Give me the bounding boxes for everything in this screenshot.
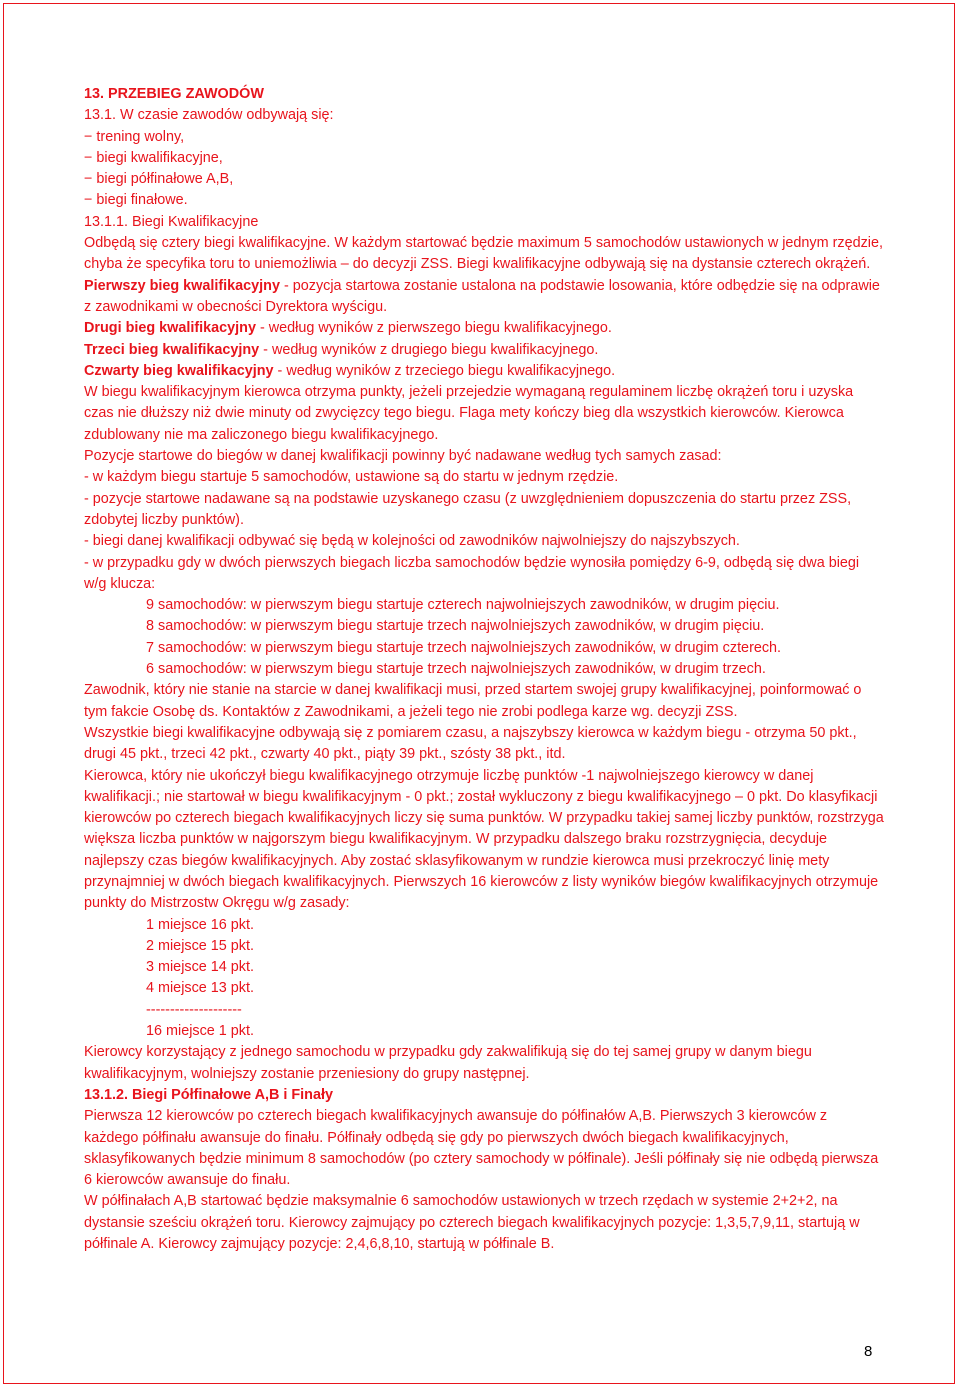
bullet-dash: − [84, 149, 93, 166]
paragraph: Zawodnik, który nie stanie na starcie w danej kwalifikacji musi, przed startem swojej grupy kwalifikacyjnej, poinformować o tym fakcie Osobę ds. Kontaktów z Zawodnikami, a jeżeli tego nie zrobi podlega karze wg. decyzji ZSS. [84, 682, 862, 720]
section-heading: 13. PRZEBIEG ZAWODÓW [84, 86, 264, 102]
paragraph: Pozycje startowe do biegów w danej kwalifikacji powinny być nadawane według tych samych zasad: [84, 448, 722, 465]
paragraph: Kierowca, który nie ukończył biegu kwalifikacyjnego otrzymuje liczbę punktów -1 najwolniejszego kierowcy w danej kwalifikacji.; nie startował w biegu kwalifikacyjnym - 0 pkt.; został wykluczony z biegu kwalifikacyjnego – 0 pkt. Do klasyfikacji kierowców po czterech biegach kwalifikacyjnych liczy się suma punktów. W przypadku takiej samej liczby punktów, rozstrzyga większa liczba punktów w najgorszym biegu kwalifikacyjnym. W przypadku dalszego braku rozstrzygnięcia, decyduje najlepszy czas biegów kwalifikacyjnych. Aby zostać sklasyfikowanym w rundzie kierowca musi przekroczyć linię mety przynajmniej w dwóch biegach kwalifikacyjnych. Pierwszych 16 kierowców z listy wyników biegów kwalifikacyjnych otrzymuje punkty do Mistrzostw Okręgu w/g zasady: [84, 767, 884, 912]
paragraph: - biegi danej kwalifikacji odbywać się będą w kolejności od zawodników najwolniejszy do najszybszych. [84, 533, 740, 550]
place-row: 4 miejsce 13 pkt. [146, 980, 254, 997]
paragraph: Pierwsza 12 kierowców po czterech biegach kwalifikacyjnych awansuje do półfinałów A,B. Pierwszych 3 kierowców z każdego półfinału awansuje do finału. Półfinały odbędą się gdy po pierwszych dwóch biegach kwalifikacyjnych, sklasyfikowanych będzie minimum 8 samochodów (po cztery samochody w półfinale). Jeśli półfinały się nie odbędą pierwsza 6 kierowców awansuje do finału. [84, 1108, 879, 1189]
qualifier-2: Drugi bieg kwalifikacyjny - według wyników z pierwszego biegu kwalifikacyjnego. [84, 320, 612, 337]
list-item: − biegi półfinałowe A,B, [84, 171, 234, 188]
qualifier-4: Czwarty bieg kwalifikacyjny - według wyników z trzeciego biegu kwalifikacyjnego. [84, 362, 616, 379]
page-number: 8 [864, 1343, 873, 1360]
key-row: 8 samochodów: w pierwszym biegu startuje trzech najwolniejszych zawodników, w drugim pięciu. [146, 618, 765, 635]
place-separator: -------------------- [146, 1001, 242, 1018]
list-item: − trening wolny, [84, 128, 185, 145]
place-row: 16 miejsce 1 pkt. [146, 1023, 254, 1040]
paragraph: W półfinałach A,B startować będzie maksymalnie 6 samochodów ustawionych w trzech rzędach w systemie 2+2+2, na dystansie sześciu okrążeń toru. Kierowcy zajmujący po czterech biegach kwalifikacyjnych pozycje: 1,3,5,7,9,11, startują w półfinale A. Kierowcy zajmujący pozycje: 2,4,6,8,10, startują w półfinale B. [84, 1193, 860, 1253]
bullet-dash: − [84, 171, 93, 188]
paragraph: - pozycje startowe nadawane są na podstawie uzyskanego czasu (z uwzględnieniem dopuszczenia do startu przez ZSS, zdobytej liczby punktów). [84, 490, 852, 528]
document-body [84, 84, 884, 1255]
key-row: 7 samochodów: w pierwszym biegu startuje trzech najwolniejszych zawodników, w drugim czterech. [146, 639, 782, 656]
section-13-1-2: 13.1.2. Biegi Półfinałowe A,B i Finały [84, 1086, 333, 1103]
place-row: 2 miejsce 15 pkt. [146, 937, 254, 954]
qualifier-1: Pierwszy bieg kwalifikacyjny - pozycja startowa zostanie ustalona na podstawie losowania, które odbędzie się na odprawie z zawodnikami w obecności Dyrektora wyścigu. [84, 277, 880, 315]
place-row: 1 miejsce 16 pkt. [146, 916, 254, 933]
bullet-dash: − [84, 192, 93, 209]
paragraph: Odbędą się cztery biegi kwalifikacyjne. W każdym startować będzie maximum 5 samochodów ustawionych w jednym rzędzie, chyba że specyfika toru to uniemożliwia – do decyzji ZSS. Biegi kwalifikacyjne odbywają się na dystansie czterech okrążeń. [84, 235, 884, 273]
section-13-1-1: 13.1.1. Biegi Kwalifikacyjne [84, 213, 259, 230]
bullet-dash: − [84, 128, 93, 145]
list-item: − biegi kwalifikacyjne, [84, 149, 223, 166]
section-13-1: 13.1. W czasie zawodów odbywają się: [84, 107, 334, 124]
place-row: 3 miejsce 14 pkt. [146, 959, 254, 976]
list-item: − biegi finałowe. [84, 192, 188, 209]
key-row: 9 samochodów: w pierwszym biegu startuje czterech najwolniejszych zawodników, w drugim pięciu. [146, 597, 780, 614]
paragraph: W biegu kwalifikacyjnym kierowca otrzyma punkty, jeżeli przejedzie wymaganą regulaminem liczbę okrążeń toru i uzyska czas nie dłuższy niż dwie minuty od zwycięzcy tego biegu. Flaga mety kończy bieg dla wszystkich kierowców. Kierowca zdublowany nie ma zaliczonego biegu kwalifikacyjnego. [84, 384, 854, 443]
paragraph: - w przypadku gdy w dwóch pierwszych biegach liczba samochodów będzie wynosiła pomiędzy 6-9, odbędą się dwa biegi w/g klucza: [84, 554, 860, 592]
qualifier-3: Trzeci bieg kwalifikacyjny - według wyników z drugiego biegu kwalifikacyjnego. [84, 341, 599, 358]
paragraph: Wszystkie biegi kwalifikacyjne odbywają się z pomiarem czasu, a najszybszy kierowca w każdym biegu - otrzyma 50 pkt., drugi 45 pkt., trzeci 42 pkt., czwarty 40 pkt., piąty 39 pkt., szósty 38 pkt., itd. [84, 724, 857, 763]
paragraph: Kierowcy korzystający z jednego samochodu w przypadku gdy zakwalifikują się do tej samej grupy w danym biegu kwalifikacyjnym, wolniejszy zostanie przeniesiony do grupy następnej. [84, 1044, 812, 1082]
paragraph: - w każdym biegu startuje 5 samochodów, ustawione są do startu w jednym rzędzie. [84, 469, 619, 486]
key-row: 6 samochodów: w pierwszym biegu startuje trzech najwolniejszych zawodników, w drugim trzech. [146, 661, 766, 678]
